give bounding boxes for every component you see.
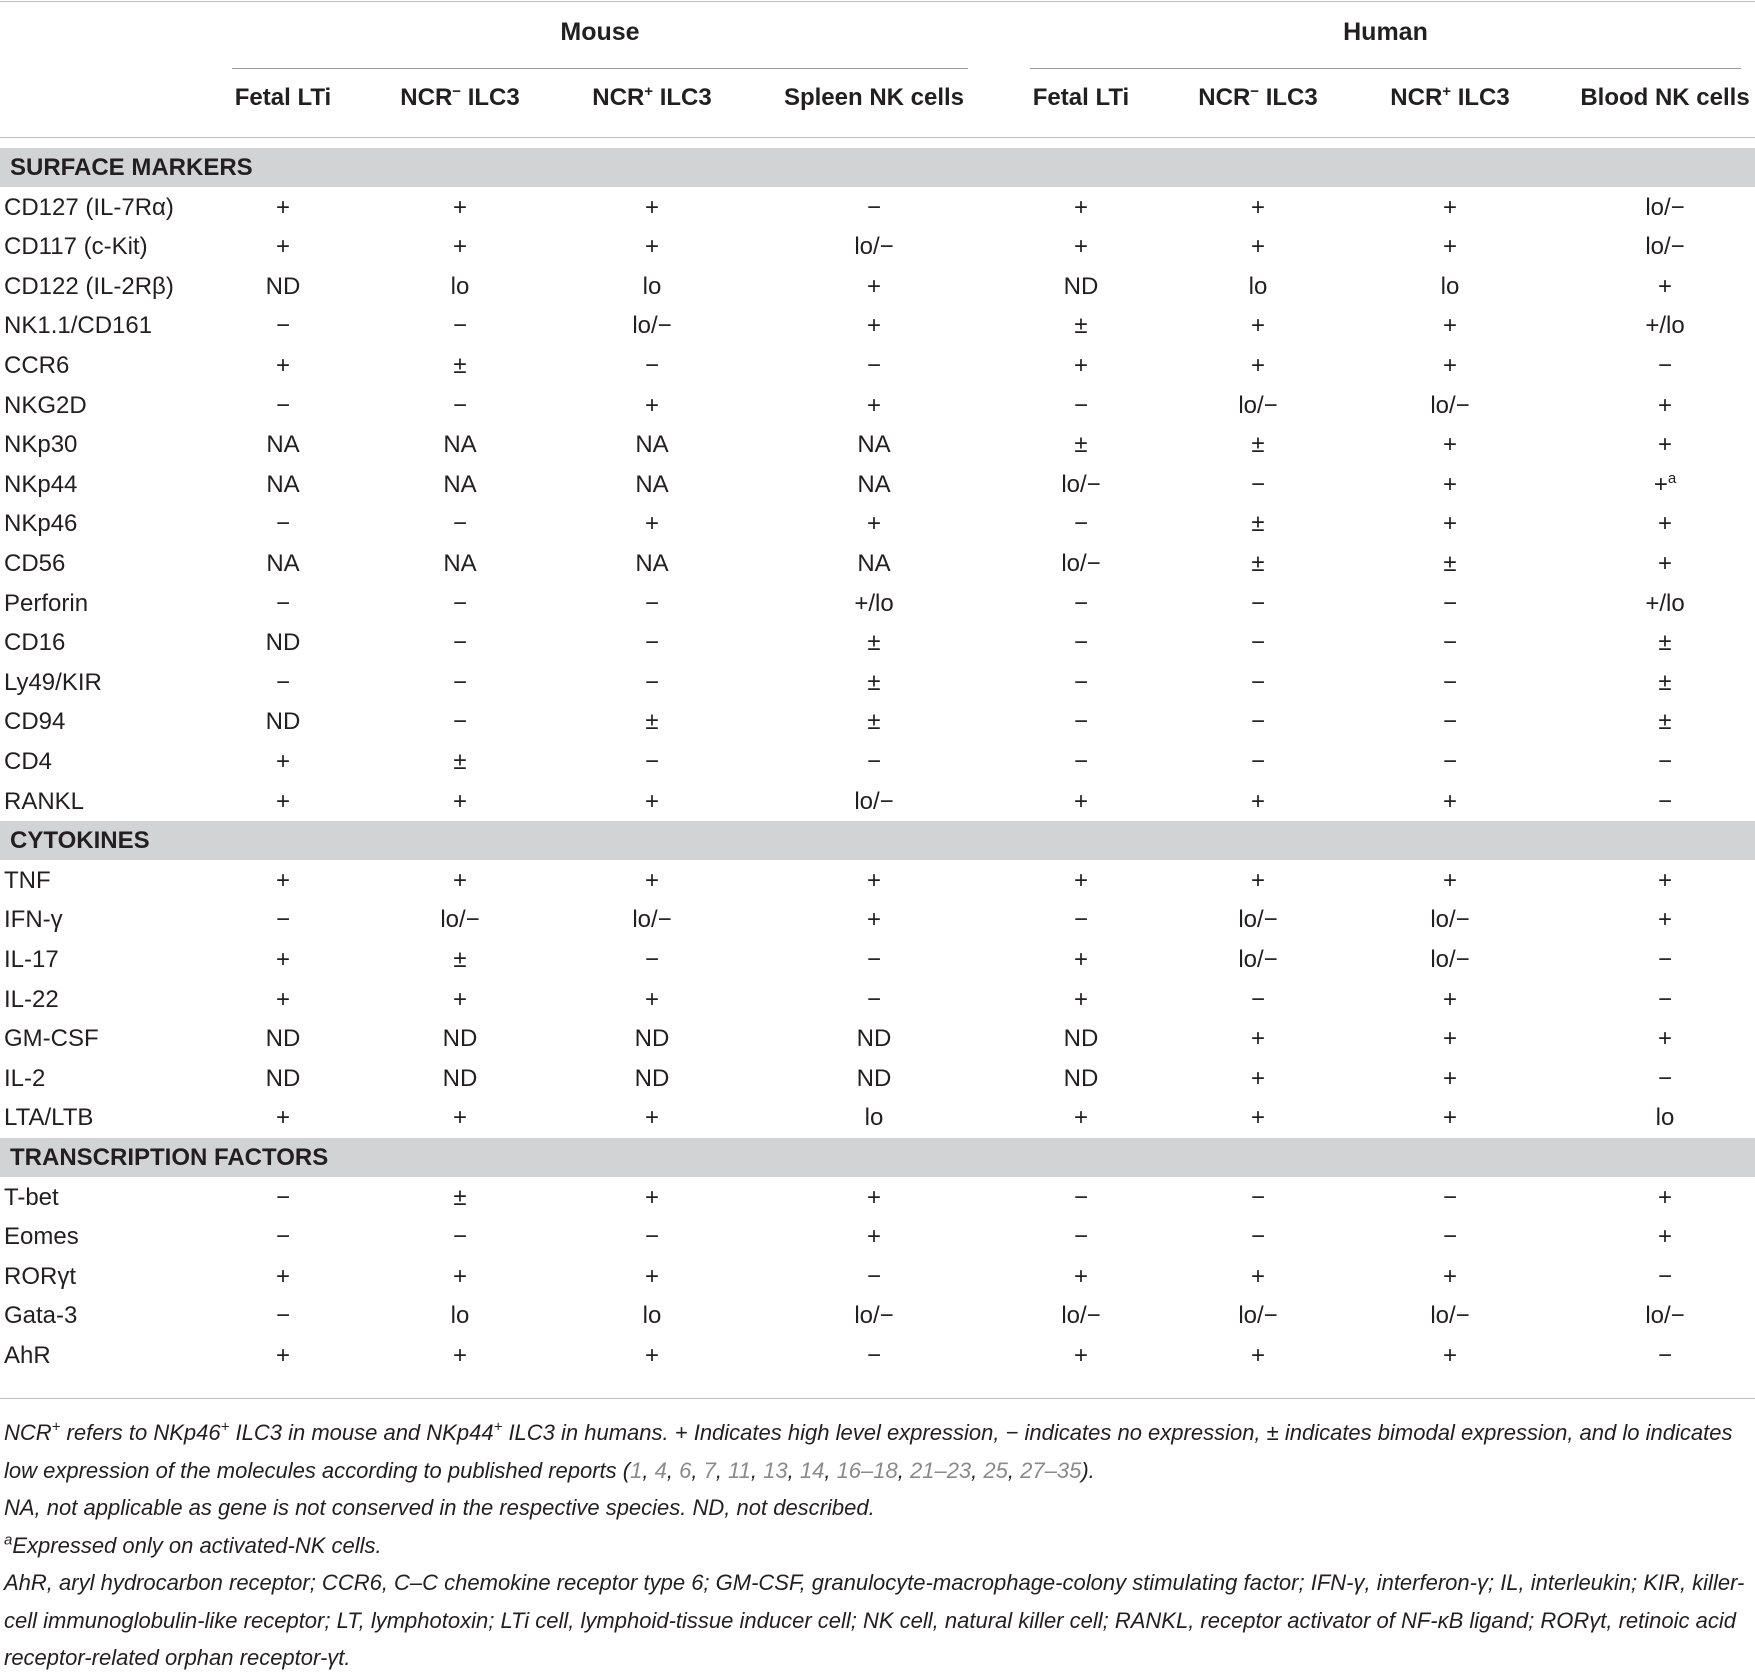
table-cell: + [866, 866, 882, 894]
table-cell: lo/− [1430, 946, 1470, 973]
table-cell: + [1073, 233, 1089, 261]
table-cell: + [275, 787, 291, 815]
column-header-8: Blood NK cells [1580, 84, 1750, 111]
table-cell: + [1250, 1104, 1266, 1132]
reference-list: 1, 4, 6, 7, 11, 13, 14, 16–18, 21–23, 25, 27–35 [630, 1457, 1082, 1483]
table-cell: + [1657, 906, 1673, 934]
table-cell: + [1442, 866, 1458, 894]
table-cell: lo/− [1061, 1302, 1101, 1330]
column-header-4: Spleen NK cells [783, 84, 965, 111]
table-cell: + [1442, 352, 1458, 379]
footnote-definitions: NCR+ refers to NKp46+ ILC3 in mouse and NKp44+ ILC3 in humans. + Indicates high level expression, − indicates no expression, ± indicates bimodal expression, and lo indicates low expression of the molecules according to published reports (1, 4, 6, 7, 11, 13, 14, 16–18, 21–23, 25, 27–35). [4, 1418, 1733, 1483]
table-cell: NA [857, 550, 891, 577]
table-cell: + [1250, 312, 1266, 340]
table-cell: lo [1655, 1104, 1675, 1132]
table-cell: − [1250, 1223, 1266, 1251]
table-cell: lo [450, 1302, 470, 1330]
row-label: Perforin [4, 589, 89, 617]
table-cell: − [452, 629, 468, 657]
table-cell: − [866, 1342, 882, 1369]
footnote-a: $^a$Expressed only on activated-NK cells. [4, 1531, 382, 1558]
table-cell: NA [857, 431, 891, 459]
table-cell: + [452, 1104, 468, 1132]
table-cell: + [1657, 272, 1673, 300]
table-cell: NA [443, 431, 477, 459]
row-label: Ly49/KIR [4, 668, 102, 696]
table-cell: − [1442, 1183, 1458, 1211]
table-cell: + [644, 1262, 660, 1290]
table-cell: + [452, 1262, 468, 1290]
table-cell: + [1657, 1223, 1673, 1251]
table-cell: ND [1063, 1025, 1099, 1053]
row-label: NKp44 [4, 470, 78, 498]
table-cell: ND [634, 1064, 670, 1092]
table-cell: NA [266, 431, 300, 459]
table-cell: + [1442, 1342, 1458, 1369]
table-cell: + [452, 866, 468, 894]
table-cell: + [275, 866, 291, 894]
table-cell: − [1442, 1223, 1458, 1251]
group-underline-human [1030, 68, 1741, 69]
column-header-5: Fetal LTi [1032, 84, 1130, 111]
row-label: IL-17 [4, 946, 59, 973]
table-cell: lo/− [1238, 946, 1278, 973]
table-cell: + [866, 1223, 882, 1251]
table-cell: lo/− [854, 233, 894, 261]
table-cell: + [1073, 1262, 1089, 1290]
table-cell: + [644, 1183, 660, 1211]
section-title: SURFACE MARKERS [10, 154, 253, 181]
table-cell: NA [266, 550, 300, 577]
table-cell: + [452, 193, 468, 221]
table-cell: NA [443, 470, 477, 498]
table-cell: ND [1063, 1064, 1099, 1092]
table-cell: + [275, 233, 291, 261]
table-cell: − [275, 1223, 291, 1251]
table-cell: ± [1658, 668, 1672, 696]
table-cell: − [275, 1302, 291, 1330]
table-cell: NA [266, 470, 300, 498]
table-cell: + [275, 352, 291, 379]
row-label: RANKL [4, 787, 85, 815]
table-cell: + [1073, 946, 1089, 973]
table-cell: + [1442, 1064, 1458, 1092]
reference-link[interactable]: 27–35 [1020, 1457, 1082, 1483]
table-cell: + [866, 272, 882, 300]
table-cell: + [275, 946, 291, 973]
table-cell: + [275, 1342, 291, 1369]
table-cell: ± [1658, 708, 1672, 736]
table-cell: + [866, 510, 882, 538]
table-cell: + [1073, 985, 1089, 1013]
table-cell: ± [1074, 312, 1088, 340]
table-cell: lo/− [1238, 906, 1278, 934]
table-cell: − [1657, 946, 1673, 973]
table-cell: lo/− [1430, 391, 1470, 419]
table-cell: + [644, 391, 660, 419]
table-cell: + [1250, 193, 1266, 221]
table-cell: − [644, 352, 660, 379]
reference-link[interactable]: 4 [654, 1457, 667, 1483]
table-cell: + [1250, 352, 1266, 379]
table-cell: ± [453, 1183, 467, 1211]
table-cell: +/lo [1645, 589, 1685, 617]
row-label: CD127 (IL-7Rα) [4, 193, 174, 221]
section-header [0, 1138, 1755, 1177]
table-cell: − [1250, 629, 1266, 657]
table-cell: + [1657, 1183, 1673, 1211]
table-cell: + [1250, 866, 1266, 894]
table-cell: − [452, 708, 468, 736]
table-top-rule [0, 1, 1755, 2]
table-cell: lo/− [1430, 906, 1470, 934]
table-cell: + [1442, 193, 1458, 221]
row-label: IFN-γ [4, 906, 63, 934]
table-cell: lo [642, 1302, 662, 1330]
table-cell: + [866, 906, 882, 934]
table-cell: − [866, 748, 882, 775]
table-cell: ± [1251, 431, 1265, 459]
table-cell: − [644, 668, 660, 696]
table-cell: − [866, 193, 882, 221]
table-cell: ND [265, 629, 301, 657]
table-cell: − [1250, 985, 1266, 1013]
table-cell: NA [443, 550, 477, 577]
table-cell: − [275, 1183, 291, 1211]
table-cell: − [644, 589, 660, 617]
table-cell: + [1250, 787, 1266, 815]
table-cell: NA [635, 470, 669, 498]
table-cell: lo/− [440, 906, 480, 934]
footnote-abbreviations: AhR, aryl hydrocarbon receptor; CCR6, C–C chemokine receptor type 6; GM-CSF, granulocyte-macrophage-colony stimulating factor; IFN-γ, interferon-γ; IL, interleukin; KIR, killer-cell immunoglobulin-like receptor; LT, lymphotoxin; LTi cell, lymphoid-tissue inducer cell; NK cell, natural killer cell; RANKL, receptor activator of NF-κB ligand; RORγt, retinoic acid receptor-related orphan receptor-γt. [4, 1570, 1745, 1670]
table-cell: − [1250, 1183, 1266, 1211]
reference-link[interactable]: 7 [703, 1457, 716, 1483]
row-label: CCR6 [4, 352, 70, 379]
table-cell: + [1442, 470, 1458, 498]
table-cell: − [1073, 510, 1089, 538]
table-cell: + [275, 1262, 291, 1290]
table-cell: ND [265, 1064, 301, 1092]
table-cell: − [644, 748, 660, 775]
table-cell: − [1250, 470, 1266, 498]
table-cell: ND [856, 1064, 892, 1092]
table-cell: lo [864, 1104, 884, 1132]
table-cell: lo/− [632, 312, 672, 340]
table-cell: ± [1443, 550, 1457, 577]
table-cell: + [275, 193, 291, 221]
table-cell: lo/− [1645, 233, 1685, 261]
column-header-7: NCR+ ILC3 [1390, 83, 1510, 111]
footnote-na-nd: NA, not applicable as gene is not conserved in the respective species. ND, not described. [4, 1495, 875, 1520]
row-label: CD56 [4, 550, 66, 577]
table-cell: + [866, 312, 882, 340]
table-cell: lo/− [1061, 550, 1101, 577]
table-cell: + [644, 787, 660, 815]
table-cell: + [1442, 787, 1458, 815]
table-cell: lo/− [854, 787, 894, 815]
table-cell: − [1250, 668, 1266, 696]
table-cell: + [275, 985, 291, 1013]
table-cell: − [1442, 748, 1458, 775]
table-cell: ± [1251, 550, 1265, 577]
table-cell: + [866, 391, 882, 419]
column-header-2: NCR− ILC3 [400, 83, 520, 111]
table-cell: − [1073, 1183, 1089, 1211]
table-cell: − [275, 510, 291, 538]
row-label: NKp30 [4, 431, 78, 459]
table-cell: − [1442, 668, 1458, 696]
table-cell: lo/− [1238, 391, 1278, 419]
table-cell: − [1657, 1262, 1673, 1290]
table-cell: lo [1440, 272, 1460, 300]
table-cell: − [1442, 589, 1458, 617]
table-cell: − [1073, 748, 1089, 775]
table-cell: ± [453, 352, 467, 379]
table-cell: − [1442, 708, 1458, 736]
table-cell: + [644, 866, 660, 894]
table-bottom-rule [0, 1398, 1755, 1399]
table-footnotes [4, 1414, 1752, 1677]
table-cell: lo/− [854, 1302, 894, 1330]
table-cell: − [1442, 629, 1458, 657]
table-cell: − [1657, 748, 1673, 775]
column-header-6: NCR− ILC3 [1198, 83, 1318, 111]
table-cell: + [1250, 1064, 1266, 1092]
table-cell: − [452, 589, 468, 617]
row-label: Gata-3 [4, 1302, 78, 1330]
table-cell: + [1657, 510, 1673, 538]
table-cell: lo/− [1430, 1302, 1470, 1330]
table-cell: ± [645, 708, 659, 736]
table-cell: NA [635, 431, 669, 459]
table-cell: + [1657, 550, 1673, 577]
row-label: CD16 [4, 629, 66, 657]
row-label: T-bet [4, 1183, 59, 1211]
table-cell: − [275, 668, 291, 696]
row-label: NK1.1/CD161 [4, 312, 153, 340]
reference-link[interactable]: 11 [728, 1457, 751, 1483]
table-cell: − [1073, 708, 1089, 736]
table-cell: lo [642, 272, 662, 300]
row-label: CD4 [4, 748, 53, 775]
table-cell: − [1250, 708, 1266, 736]
reference-link[interactable]: 6 [679, 1457, 692, 1483]
table-cell: − [866, 985, 882, 1013]
table-cell: − [452, 391, 468, 419]
table-cell: + [1442, 431, 1458, 459]
table-cell: + [1442, 1025, 1458, 1053]
table-cell: + [644, 985, 660, 1013]
table-cell: + [1442, 985, 1458, 1013]
table-cell: + [452, 985, 468, 1013]
table-cell: ND [1063, 272, 1099, 300]
group-underline-mouse [232, 68, 968, 69]
table-cell: + [1073, 787, 1089, 815]
table-cell: + [1250, 1342, 1266, 1369]
table-cell: + [1442, 312, 1458, 340]
table-cell: − [1073, 668, 1089, 696]
group-title-mouse: Mouse [560, 18, 640, 46]
table-cell: ± [1251, 510, 1265, 538]
table-cell: + [1442, 233, 1458, 261]
table-cell: + [866, 1183, 882, 1211]
table-cell: lo/− [1645, 193, 1685, 221]
section-title: CYTOKINES [10, 827, 150, 855]
table-cell: ND [265, 1025, 301, 1053]
row-label: AhR [4, 1342, 51, 1369]
table-cell: − [452, 312, 468, 340]
header-bottom-rule [0, 137, 1755, 138]
column-header-3: NCR+ ILC3 [592, 83, 712, 111]
row-label: GM-CSF [4, 1025, 99, 1053]
row-label: RORγt [4, 1262, 76, 1290]
table-cell: + [1250, 1025, 1266, 1053]
table-cell: + [644, 193, 660, 221]
table-cell: − [866, 1262, 882, 1290]
table-cell: + [1073, 1104, 1089, 1132]
table-cell: ND [442, 1064, 478, 1092]
row-label: CD117 (c-Kit) [4, 233, 148, 261]
row-label: CD122 (IL-2Rβ) [4, 272, 174, 300]
table-cell: + [1657, 1025, 1673, 1053]
row-label: IL-2 [4, 1064, 46, 1092]
table-cell: NA [857, 470, 891, 498]
table-cell: + [452, 233, 468, 261]
table-cell: + [644, 1104, 660, 1132]
table-cell: + [452, 787, 468, 815]
reference-link[interactable]: 13 [763, 1457, 788, 1483]
table-cell: +/lo [854, 589, 894, 617]
section-header [0, 148, 1755, 187]
table-cell: − [275, 391, 291, 419]
row-label: TNF [4, 866, 51, 894]
table-cell: − [1657, 1342, 1673, 1369]
table-cell: + [1657, 431, 1673, 459]
table-cell: lo [1248, 272, 1268, 300]
table-cell: − [866, 352, 882, 379]
table-cell: + [1073, 352, 1089, 379]
table-cell: + [644, 233, 660, 261]
table-cell: lo [450, 272, 470, 300]
table-cell: − [275, 906, 291, 934]
table-cell: + [275, 748, 291, 775]
table-cell: + [1657, 866, 1673, 894]
table-cell: ± [867, 668, 881, 696]
table-cell: − [275, 312, 291, 340]
table-cell: − [1657, 985, 1673, 1013]
reference-link[interactable]: 14 [799, 1457, 825, 1483]
table-cell: − [452, 1223, 468, 1251]
row-label: CD94 [4, 708, 66, 736]
table-cell: ND [634, 1025, 670, 1053]
row-label: Eomes [4, 1223, 79, 1251]
table-cell: − [644, 629, 660, 657]
column-header-1: Fetal LTi [234, 84, 332, 111]
table-cell: +$^a$ [1653, 469, 1677, 498]
row-label: NKp46 [4, 510, 78, 538]
table-cell: − [1073, 629, 1089, 657]
table-cell: ± [867, 629, 881, 657]
table-cell: − [1073, 1223, 1089, 1251]
table-cell: − [1073, 391, 1089, 419]
table-cell: lo/− [1238, 1302, 1278, 1330]
reference-link[interactable]: 16–18 [836, 1457, 898, 1483]
table-cell: + [644, 1342, 660, 1369]
table-cell: ND [856, 1025, 892, 1053]
table-cell: + [1442, 1262, 1458, 1290]
table-cell: ± [1074, 431, 1088, 459]
table-cell: − [275, 589, 291, 617]
table-cell: − [452, 668, 468, 696]
table-cell: + [1442, 510, 1458, 538]
table-cell: − [1657, 787, 1673, 815]
table-cell: − [644, 1223, 660, 1251]
table-cell: + [452, 1342, 468, 1369]
row-label: LTA/LTB [4, 1104, 94, 1132]
table-cell: − [1657, 1064, 1673, 1092]
table-cell: + [1657, 391, 1673, 419]
table-cell: ND [442, 1025, 478, 1053]
table-cell: − [1657, 352, 1673, 379]
section-header [0, 821, 1755, 860]
table-cell: − [866, 946, 882, 973]
section-title: TRANSCRIPTION FACTORS [10, 1144, 329, 1171]
table-cell: − [452, 510, 468, 538]
table-cell: lo/− [1645, 1302, 1685, 1330]
table-cell: ± [453, 946, 467, 973]
row-label: IL-22 [4, 985, 59, 1013]
table-cell: − [1073, 906, 1089, 934]
table-cell: ± [867, 708, 881, 736]
table-cell: + [1073, 1342, 1089, 1369]
table-cell: NA [635, 550, 669, 577]
table-cell: + [1073, 866, 1089, 894]
table-cell: − [1250, 589, 1266, 617]
table-cell: + [1250, 1262, 1266, 1290]
group-title-human: Human [1343, 18, 1428, 46]
table-cell: lo/− [632, 906, 672, 934]
table-cell: − [644, 946, 660, 973]
table-cell: + [644, 510, 660, 538]
table-cell: + [1250, 233, 1266, 261]
reference-link[interactable]: 25 [983, 1457, 1008, 1483]
table-cell: ND [265, 708, 301, 736]
table-cell: ND [265, 272, 301, 300]
row-label: NKG2D [4, 391, 87, 419]
reference-link[interactable]: 1 [630, 1457, 643, 1483]
table-cell: + [1442, 1104, 1458, 1132]
table-cell: +/lo [1645, 312, 1685, 340]
table-cell: − [1073, 589, 1089, 617]
table-cell: − [1250, 748, 1266, 775]
table-cell: ± [1658, 629, 1672, 657]
table-cell: lo/− [1061, 470, 1101, 498]
table-cell: + [1073, 193, 1089, 221]
table-cell: ± [453, 748, 467, 775]
table-cell: + [275, 1104, 291, 1132]
reference-link[interactable]: 21–23 [909, 1457, 972, 1483]
